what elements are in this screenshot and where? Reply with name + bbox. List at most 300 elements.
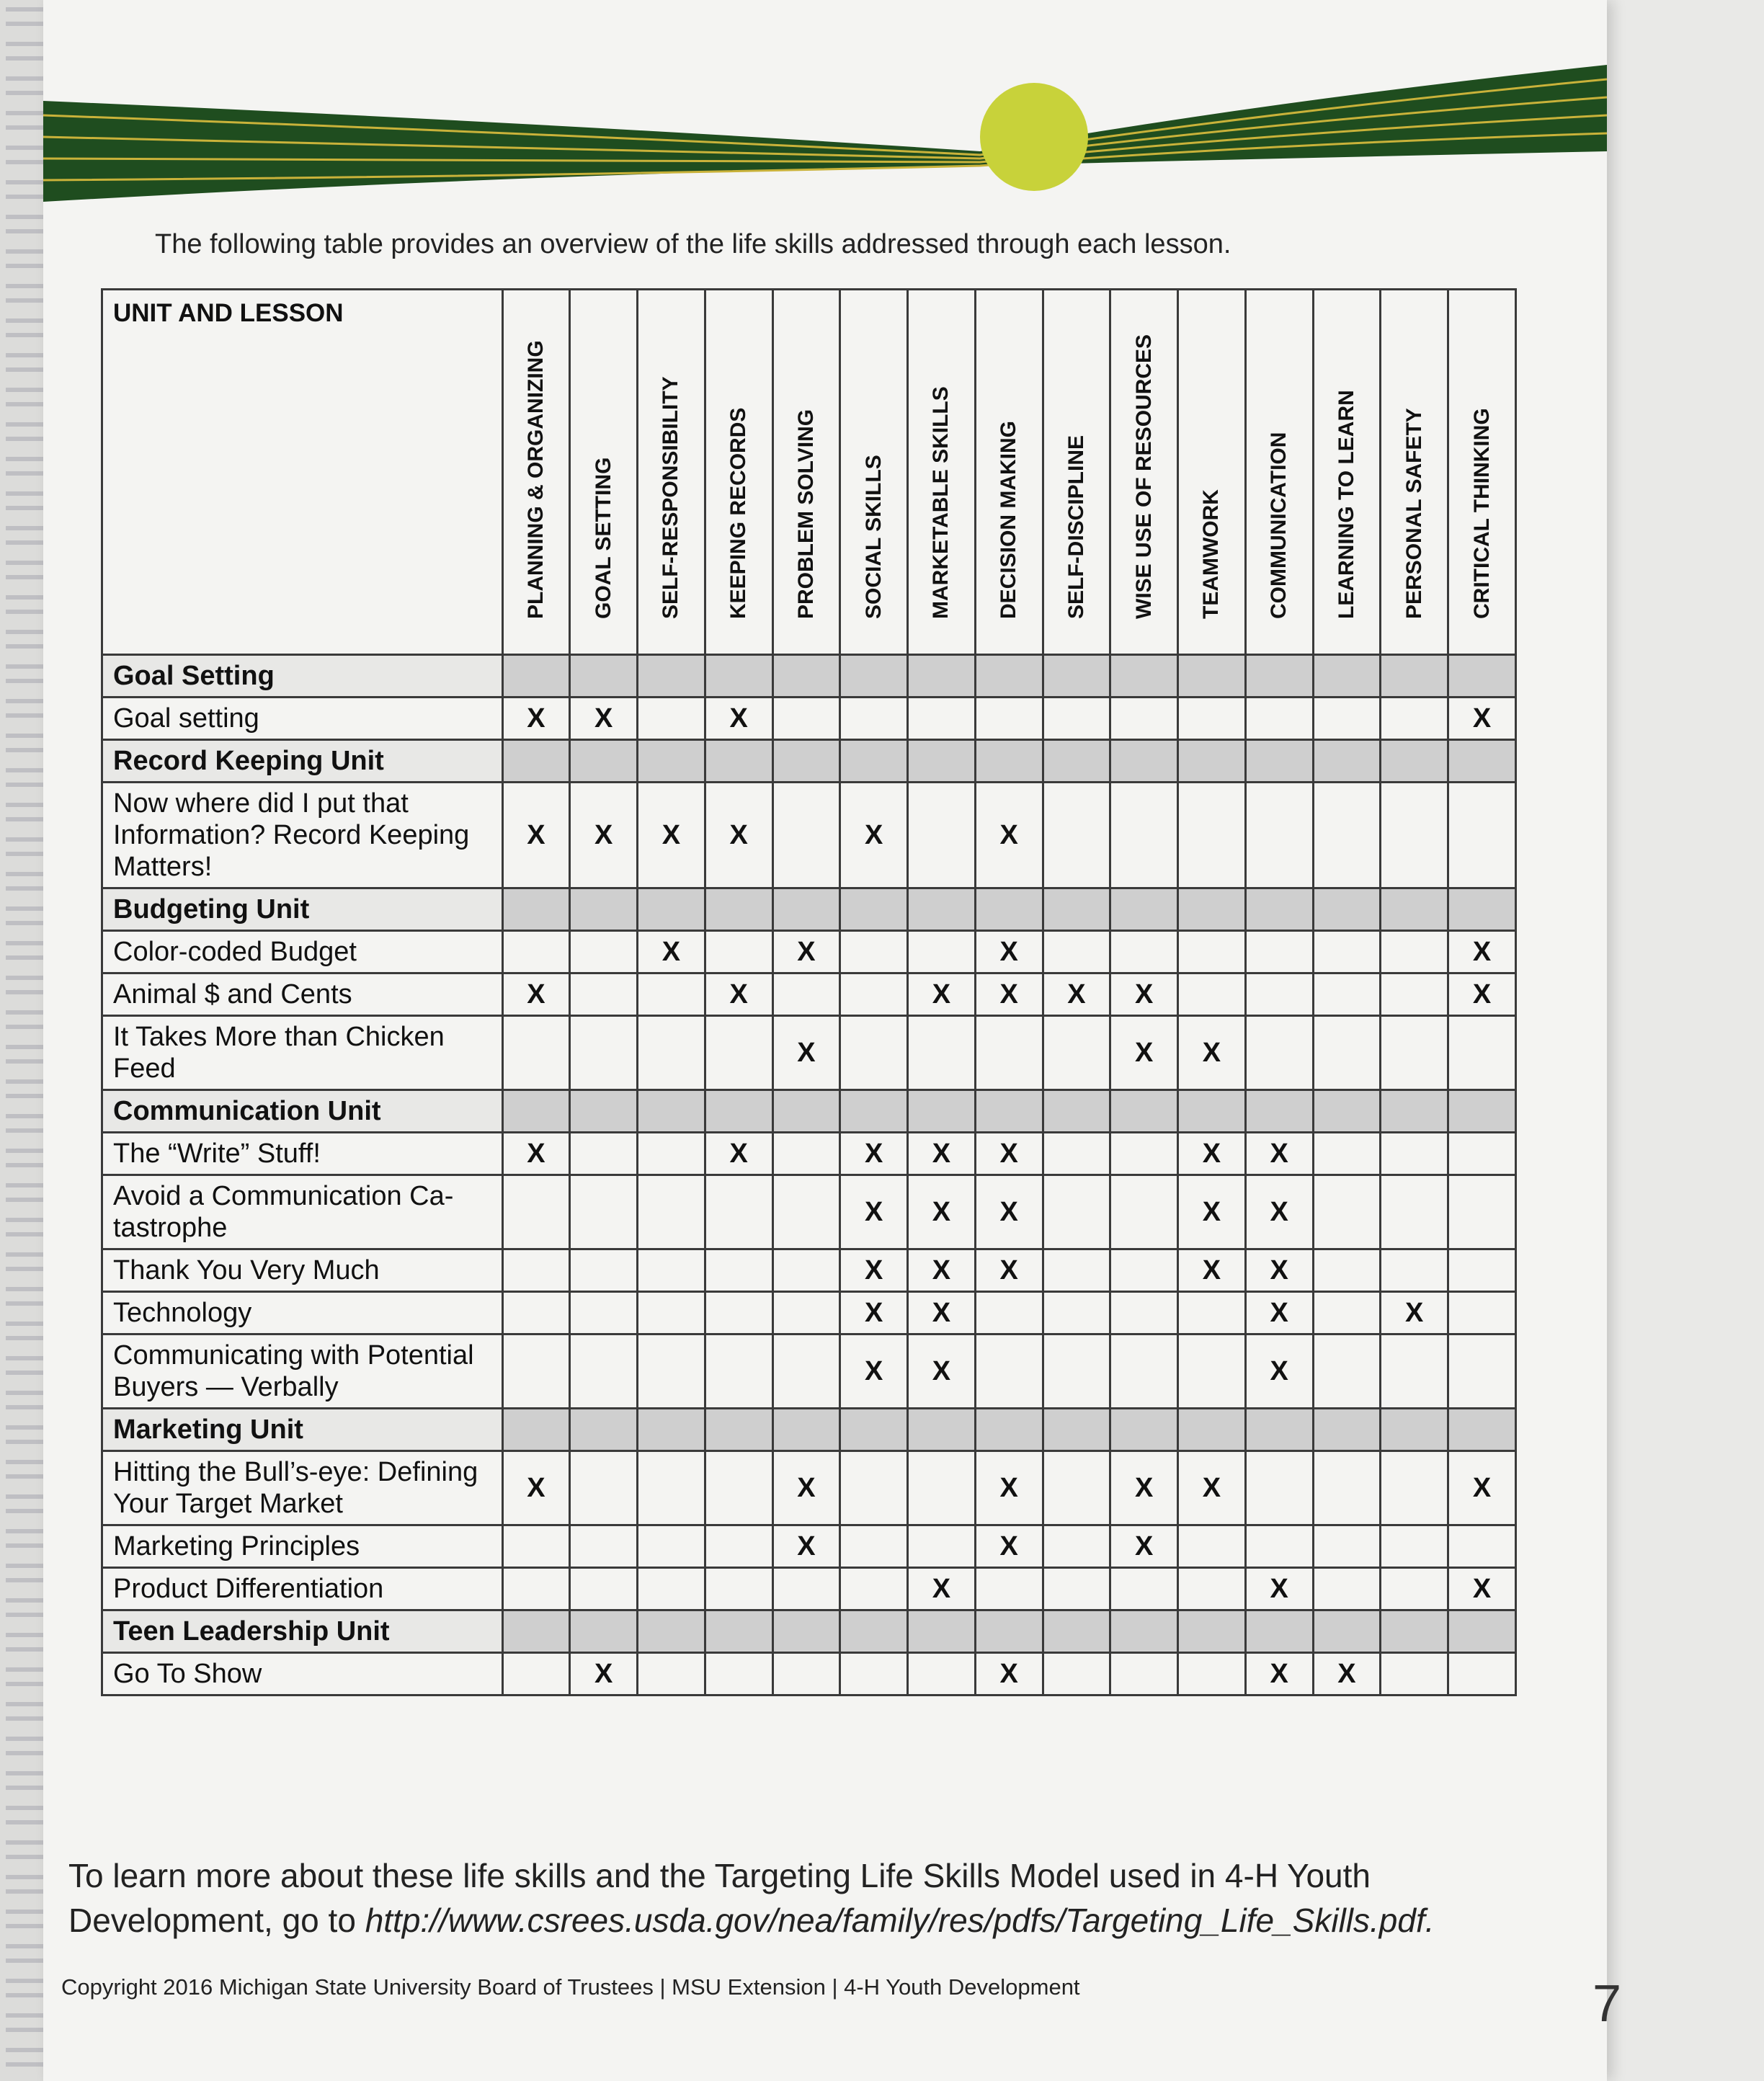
unit-shaded-cell	[638, 1409, 705, 1451]
unit-shaded-cell	[772, 888, 840, 931]
unit-shaded-cell	[1245, 655, 1313, 698]
empty-cell	[638, 1334, 705, 1409]
empty-cell	[638, 973, 705, 1016]
lesson-title: Goal setting	[102, 698, 503, 740]
unit-shaded-cell	[638, 655, 705, 698]
empty-cell	[1381, 973, 1448, 1016]
unit-shaded-cell	[1381, 655, 1448, 698]
lesson-row	[102, 783, 1516, 888]
unit-lesson-header: UNIT AND LESSON	[102, 290, 503, 655]
skill-mark: X	[975, 931, 1043, 973]
skill-mark: X	[1110, 1525, 1178, 1568]
empty-cell	[1448, 1249, 1516, 1292]
skill-mark: X	[502, 1133, 570, 1175]
unit-shaded-cell	[638, 740, 705, 783]
unit-shaded-cell	[570, 1409, 638, 1451]
unit-shaded-cell	[1178, 1610, 1246, 1653]
unit-shaded-cell	[638, 1610, 705, 1653]
skill-mark: X	[908, 1249, 976, 1292]
empty-cell	[772, 1249, 840, 1292]
empty-cell	[570, 1175, 638, 1249]
unit-shaded-cell	[1448, 655, 1516, 698]
unit-shaded-cell	[1110, 740, 1178, 783]
skill-header	[1110, 290, 1178, 655]
empty-cell	[772, 1133, 840, 1175]
unit-shaded-cell	[1381, 740, 1448, 783]
empty-cell	[1043, 1568, 1110, 1610]
skill-mark: X	[1110, 1451, 1178, 1525]
unit-row	[102, 655, 1516, 698]
empty-cell	[705, 1175, 772, 1249]
lesson-title: Thank You Very Much	[102, 1249, 503, 1292]
lesson-title: Avoid a Communication Ca-tastrophe	[102, 1175, 503, 1249]
lesson-row	[102, 1451, 1516, 1525]
skill-header	[1245, 290, 1313, 655]
empty-cell	[1178, 973, 1246, 1016]
lesson-row	[102, 1568, 1516, 1610]
unit-shaded-cell	[908, 655, 976, 698]
lesson-title: It Takes More than Chicken Feed	[102, 1016, 503, 1090]
empty-cell	[1245, 698, 1313, 740]
empty-cell	[570, 973, 638, 1016]
empty-cell	[570, 931, 638, 973]
unit-title: Budgeting Unit	[102, 888, 503, 931]
empty-cell	[638, 1451, 705, 1525]
empty-cell	[1381, 1451, 1448, 1525]
skill-mark: X	[1313, 1653, 1381, 1695]
empty-cell	[772, 1175, 840, 1249]
empty-cell	[772, 698, 840, 740]
empty-cell	[772, 1653, 840, 1695]
unit-shaded-cell	[975, 740, 1043, 783]
empty-cell	[1110, 1175, 1178, 1249]
skill-header	[705, 290, 772, 655]
empty-cell	[1448, 1016, 1516, 1090]
skill-mark: X	[840, 783, 908, 888]
skill-header-label: COMMUNICATION	[1267, 432, 1291, 619]
skill-header-label: KEEPING RECORDS	[726, 407, 751, 619]
empty-cell	[1381, 1525, 1448, 1568]
unit-row	[102, 888, 1516, 931]
unit-shaded-cell	[705, 1090, 772, 1133]
unit-shaded-cell	[1245, 1409, 1313, 1451]
unit-shaded-cell	[975, 1090, 1043, 1133]
unit-shaded-cell	[908, 888, 976, 931]
skill-header-label: SELF-DISCIPLINE	[1064, 435, 1088, 619]
unit-shaded-cell	[908, 1610, 976, 1653]
unit-shaded-cell	[1381, 1409, 1448, 1451]
lesson-row	[102, 1653, 1516, 1695]
skill-mark: X	[975, 1133, 1043, 1175]
empty-cell	[840, 1568, 908, 1610]
empty-cell	[1313, 1568, 1381, 1610]
lesson-title: Product Differentiation	[102, 1568, 503, 1610]
unit-shaded-cell	[1178, 1409, 1246, 1451]
empty-cell	[705, 1292, 772, 1334]
empty-cell	[1245, 1451, 1313, 1525]
unit-shaded-cell	[705, 888, 772, 931]
unit-shaded-cell	[705, 1409, 772, 1451]
empty-cell	[1178, 931, 1246, 973]
unit-shaded-cell	[772, 1090, 840, 1133]
empty-cell	[1448, 1292, 1516, 1334]
unit-shaded-cell	[1110, 1090, 1178, 1133]
unit-shaded-cell	[638, 888, 705, 931]
lesson-title: Technology	[102, 1292, 503, 1334]
unit-row	[102, 1090, 1516, 1133]
skill-mark: X	[502, 973, 570, 1016]
skill-mark: X	[840, 1249, 908, 1292]
empty-cell	[1043, 1525, 1110, 1568]
skill-header	[638, 290, 705, 655]
skill-mark: X	[1381, 1292, 1448, 1334]
empty-cell	[1313, 931, 1381, 973]
unit-shaded-cell	[1313, 1610, 1381, 1653]
empty-cell	[570, 1568, 638, 1610]
empty-cell	[1178, 1292, 1246, 1334]
unit-shaded-cell	[1245, 740, 1313, 783]
empty-cell	[570, 1525, 638, 1568]
skill-header-label: GOAL SETTING	[591, 457, 615, 619]
empty-cell	[1178, 1653, 1246, 1695]
empty-cell	[502, 1334, 570, 1409]
skill-mark: X	[1178, 1249, 1246, 1292]
empty-cell	[1381, 783, 1448, 888]
skill-mark: X	[705, 783, 772, 888]
empty-cell	[502, 931, 570, 973]
skill-mark: X	[570, 698, 638, 740]
skill-mark: X	[502, 783, 570, 888]
unit-shaded-cell	[705, 740, 772, 783]
skill-mark: X	[1178, 1016, 1246, 1090]
empty-cell	[1245, 931, 1313, 973]
unit-shaded-cell	[1110, 1409, 1178, 1451]
empty-cell	[638, 698, 705, 740]
skill-header	[1381, 290, 1448, 655]
skill-mark: X	[570, 783, 638, 888]
empty-cell	[908, 1525, 976, 1568]
empty-cell	[1043, 783, 1110, 888]
empty-cell	[502, 1175, 570, 1249]
skill-mark: X	[1448, 1568, 1516, 1610]
empty-cell	[1043, 1175, 1110, 1249]
lesson-row	[102, 1334, 1516, 1409]
empty-cell	[1110, 1133, 1178, 1175]
page-number: 7	[1592, 1975, 1622, 2033]
skill-mark: X	[1245, 1653, 1313, 1695]
skill-header-label: MARKETABLE SKILLS	[929, 386, 953, 619]
unit-shaded-cell	[502, 1090, 570, 1133]
empty-cell	[1245, 973, 1313, 1016]
empty-cell	[705, 1249, 772, 1292]
unit-shaded-cell	[772, 1610, 840, 1653]
skill-mark: X	[705, 698, 772, 740]
unit-shaded-cell	[975, 1409, 1043, 1451]
skill-header	[975, 290, 1043, 655]
skill-mark: X	[908, 1292, 976, 1334]
unit-shaded-cell	[840, 1409, 908, 1451]
skill-header-label: DECISION MAKING	[997, 420, 1021, 619]
skill-mark: X	[908, 1133, 976, 1175]
empty-cell	[1245, 1525, 1313, 1568]
lesson-row	[102, 698, 1516, 740]
lesson-row	[102, 1133, 1516, 1175]
lesson-row	[102, 1249, 1516, 1292]
empty-cell	[570, 1249, 638, 1292]
skill-header-label: CRITICAL THINKING	[1469, 408, 1494, 619]
unit-shaded-cell	[1110, 888, 1178, 931]
empty-cell	[908, 1016, 976, 1090]
empty-cell	[705, 1334, 772, 1409]
empty-cell	[705, 1525, 772, 1568]
unit-shaded-cell	[1043, 740, 1110, 783]
empty-cell	[1381, 1175, 1448, 1249]
unit-shaded-cell	[1178, 655, 1246, 698]
skill-mark: X	[1245, 1568, 1313, 1610]
unit-shaded-cell	[502, 1610, 570, 1653]
unit-row	[102, 1409, 1516, 1451]
empty-cell	[840, 1451, 908, 1525]
empty-cell	[1381, 1016, 1448, 1090]
empty-cell	[975, 1292, 1043, 1334]
skill-mark: X	[1245, 1249, 1313, 1292]
footnote-text: To learn more about these life skills and the Targeting Life Skills Model used in 4-H Youth Development, go to	[68, 1857, 1371, 1939]
empty-cell	[1381, 698, 1448, 740]
unit-shaded-cell	[908, 1409, 976, 1451]
empty-cell	[1313, 1249, 1381, 1292]
empty-cell	[638, 1133, 705, 1175]
skill-mark: X	[840, 1292, 908, 1334]
empty-cell	[638, 1292, 705, 1334]
empty-cell	[705, 1653, 772, 1695]
unit-shaded-cell	[772, 740, 840, 783]
unit-shaded-cell	[1043, 1610, 1110, 1653]
empty-cell	[1110, 783, 1178, 888]
unit-shaded-cell	[975, 655, 1043, 698]
unit-shaded-cell	[772, 655, 840, 698]
empty-cell	[570, 1133, 638, 1175]
skill-mark: X	[1110, 1016, 1178, 1090]
skill-header	[1043, 290, 1110, 655]
unit-shaded-cell	[840, 655, 908, 698]
empty-cell	[1110, 1568, 1178, 1610]
empty-cell	[1043, 1292, 1110, 1334]
empty-cell	[502, 1016, 570, 1090]
skill-mark: X	[1245, 1292, 1313, 1334]
unit-shaded-cell	[1110, 655, 1178, 698]
skill-mark: X	[1178, 1133, 1246, 1175]
empty-cell	[975, 698, 1043, 740]
empty-cell	[1313, 1175, 1381, 1249]
skill-header-label: PROBLEM SOLVING	[793, 409, 818, 619]
empty-cell	[1110, 1249, 1178, 1292]
skill-mark: X	[705, 1133, 772, 1175]
empty-cell	[1313, 1133, 1381, 1175]
empty-cell	[1381, 1249, 1448, 1292]
empty-cell	[840, 1016, 908, 1090]
skill-mark: X	[1448, 973, 1516, 1016]
empty-cell	[502, 1292, 570, 1334]
empty-cell	[1313, 973, 1381, 1016]
empty-cell	[705, 1016, 772, 1090]
empty-cell	[1110, 1334, 1178, 1409]
lesson-title: Now where did I put that Information? Record Keeping Matters!	[102, 783, 503, 888]
empty-cell	[1178, 1334, 1246, 1409]
skill-mark: X	[1245, 1175, 1313, 1249]
unit-shaded-cell	[1448, 1610, 1516, 1653]
skill-mark: X	[772, 1451, 840, 1525]
empty-cell	[840, 698, 908, 740]
unit-shaded-cell	[1381, 888, 1448, 931]
unit-shaded-cell	[772, 1409, 840, 1451]
lesson-title: Communicating with Potential Buyers — Verbally	[102, 1334, 503, 1409]
unit-shaded-cell	[1448, 1409, 1516, 1451]
empty-cell	[1448, 783, 1516, 888]
skill-mark: X	[638, 783, 705, 888]
skill-mark: X	[1043, 973, 1110, 1016]
unit-shaded-cell	[1178, 888, 1246, 931]
skill-header-label: TEAMWORK	[1199, 489, 1224, 619]
empty-cell	[772, 1334, 840, 1409]
skill-mark: X	[1178, 1451, 1246, 1525]
skill-mark: X	[502, 698, 570, 740]
unit-shaded-cell	[1043, 888, 1110, 931]
empty-cell	[772, 973, 840, 1016]
banner-graphic	[43, 58, 1607, 202]
unit-shaded-cell	[840, 1610, 908, 1653]
skill-mark: X	[975, 1249, 1043, 1292]
empty-cell	[1313, 1016, 1381, 1090]
skill-mark: X	[705, 973, 772, 1016]
empty-cell	[1448, 1175, 1516, 1249]
empty-cell	[975, 1016, 1043, 1090]
unit-shaded-cell	[1381, 1090, 1448, 1133]
lesson-row	[102, 1175, 1516, 1249]
empty-cell	[1110, 1292, 1178, 1334]
empty-cell	[1043, 698, 1110, 740]
skill-mark: X	[908, 973, 976, 1016]
empty-cell	[638, 1525, 705, 1568]
unit-shaded-cell	[1448, 888, 1516, 931]
unit-shaded-cell	[908, 740, 976, 783]
skill-mark: X	[1245, 1133, 1313, 1175]
empty-cell	[1313, 783, 1381, 888]
unit-row	[102, 1610, 1516, 1653]
unit-shaded-cell	[570, 740, 638, 783]
skill-mark: X	[1448, 1451, 1516, 1525]
unit-shaded-cell	[502, 1409, 570, 1451]
empty-cell	[1110, 698, 1178, 740]
empty-cell	[1313, 1525, 1381, 1568]
empty-cell	[1178, 783, 1246, 888]
copyright: Copyright 2016 Michigan State University Board of Trustees | MSU Extension | 4-H Youth Development	[61, 1974, 1080, 2000]
skill-mark: X	[1448, 698, 1516, 740]
skill-header	[502, 290, 570, 655]
skill-header	[1178, 290, 1246, 655]
skill-mark: X	[570, 1653, 638, 1695]
empty-cell	[1043, 1451, 1110, 1525]
lesson-title: Hitting the Bull’s-eye: Defining Your Target Market	[102, 1451, 503, 1525]
skill-header-label: SOCIAL SKILLS	[861, 455, 886, 619]
empty-cell	[638, 1249, 705, 1292]
empty-cell	[1448, 1133, 1516, 1175]
footnote	[68, 1853, 1582, 1943]
empty-cell	[570, 1334, 638, 1409]
empty-cell	[502, 1525, 570, 1568]
empty-cell	[502, 1568, 570, 1610]
skill-mark: X	[975, 783, 1043, 888]
unit-shaded-cell	[705, 655, 772, 698]
unit-title: Teen Leadership Unit	[102, 1610, 503, 1653]
unit-shaded-cell	[840, 1090, 908, 1133]
unit-shaded-cell	[502, 740, 570, 783]
unit-shaded-cell	[1245, 1610, 1313, 1653]
table-header-row	[102, 290, 1516, 655]
empty-cell	[1043, 931, 1110, 973]
unit-shaded-cell	[1178, 1090, 1246, 1133]
lesson-title: Color-coded Budget	[102, 931, 503, 973]
empty-cell	[1178, 1568, 1246, 1610]
sun-icon	[980, 83, 1088, 191]
lesson-row	[102, 1292, 1516, 1334]
empty-cell	[1381, 1568, 1448, 1610]
unit-shaded-cell	[1313, 655, 1381, 698]
empty-cell	[570, 1292, 638, 1334]
empty-cell	[638, 1175, 705, 1249]
empty-cell	[1448, 1653, 1516, 1695]
skill-header	[772, 290, 840, 655]
empty-cell	[1448, 1525, 1516, 1568]
empty-cell	[840, 1653, 908, 1695]
empty-cell	[570, 1016, 638, 1090]
skill-mark: X	[772, 931, 840, 973]
unit-shaded-cell	[840, 740, 908, 783]
unit-title: Goal Setting	[102, 655, 503, 698]
skill-header	[840, 290, 908, 655]
empty-cell	[772, 1292, 840, 1334]
empty-cell	[502, 1653, 570, 1695]
empty-cell	[1043, 1133, 1110, 1175]
skill-header	[570, 290, 638, 655]
unit-shaded-cell	[570, 1090, 638, 1133]
unit-row	[102, 740, 1516, 783]
empty-cell	[1448, 1334, 1516, 1409]
empty-cell	[908, 1451, 976, 1525]
skill-mark: X	[975, 1653, 1043, 1695]
skill-mark: X	[840, 1133, 908, 1175]
unit-shaded-cell	[502, 888, 570, 931]
skill-mark: X	[772, 1525, 840, 1568]
empty-cell	[1313, 698, 1381, 740]
unit-shaded-cell	[1313, 888, 1381, 931]
unit-shaded-cell	[570, 1610, 638, 1653]
empty-cell	[1313, 1292, 1381, 1334]
empty-cell	[1178, 1525, 1246, 1568]
footnote-url[interactable]: http://www.csrees.usda.gov/nea/family/res/pdfs/Targeting_Life_Skills.pdf.	[365, 1902, 1435, 1939]
unit-title: Marketing Unit	[102, 1409, 503, 1451]
skill-mark: X	[1178, 1175, 1246, 1249]
skill-header	[908, 290, 976, 655]
skill-mark: X	[638, 931, 705, 973]
empty-cell	[975, 1334, 1043, 1409]
skill-header-label: PERSONAL SAFETY	[1402, 408, 1426, 619]
empty-cell	[1381, 1334, 1448, 1409]
lesson-title: Animal $ and Cents	[102, 973, 503, 1016]
skill-mark: X	[1448, 931, 1516, 973]
empty-cell	[908, 698, 976, 740]
empty-cell	[1110, 1653, 1178, 1695]
empty-cell	[840, 1525, 908, 1568]
